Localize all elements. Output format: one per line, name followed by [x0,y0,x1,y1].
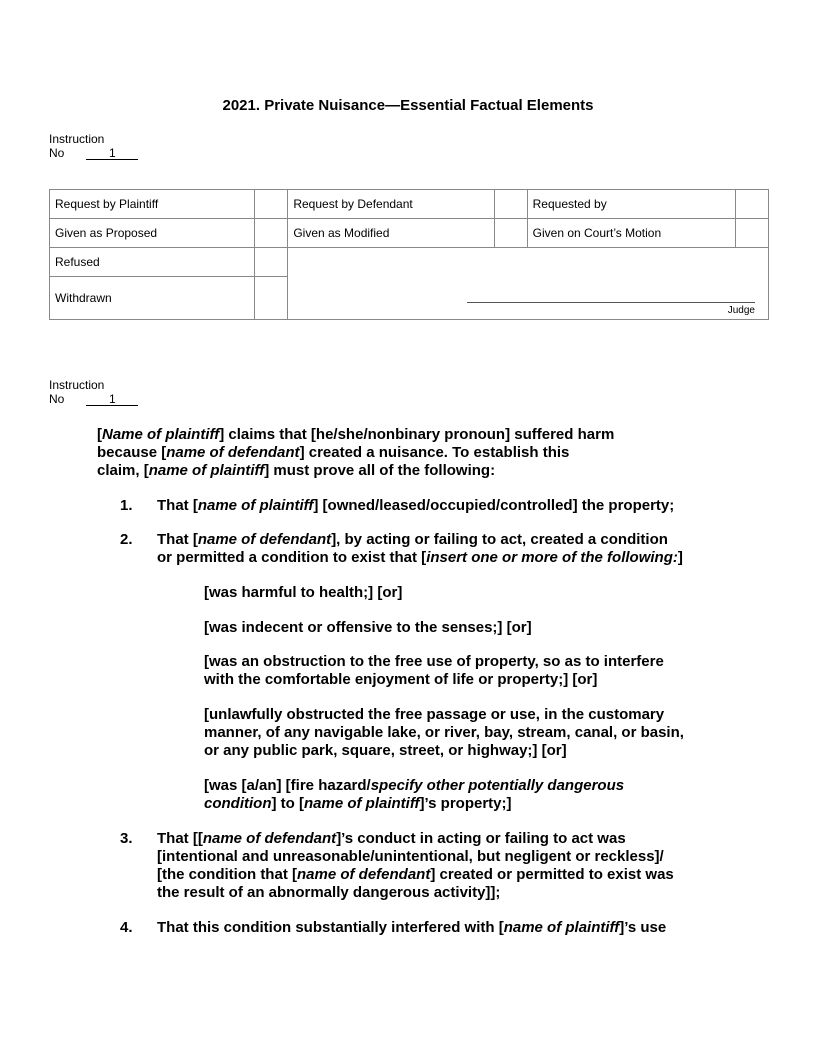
text-segment: ] to [ [271,795,304,812]
request-by-plaintiff-box[interactable] [255,190,288,219]
intro-paragraph [97,426,614,480]
request-by-defendant-box[interactable] [494,190,527,219]
refused-box[interactable] [255,248,288,277]
instruction-label: Instruction [49,132,105,146]
list-number: 3. [120,830,133,847]
placeholder-text: name of plaintiff [148,462,265,479]
text-segment: [the condition that [ [157,866,297,883]
text-segment: ] [677,549,683,566]
given-as-proposed-box[interactable] [255,219,288,248]
document-title: 2021. Private Nuisance—Essential Factual Elements [222,97,594,114]
text-segment: the result of an abnormally dangerous activity]]; [157,884,501,901]
text-segment: That [ [157,531,198,548]
text-line [157,884,674,902]
text-segment: manner, of any navigable lake, or river, bay, stream, canal, or basin, [204,724,684,741]
text-line [157,830,674,848]
text-line [157,919,666,937]
sub-option [204,777,624,813]
list-number: 1. [120,497,133,514]
no-label: No [49,392,65,406]
instruction-number-bottom [49,378,138,406]
text-segment: ] created a nuisance. To establish this [299,444,570,461]
text-segment: ] [owned/leased/occupied/controlled] the property; [313,497,675,514]
instruction-label: Instruction [49,378,105,392]
text-line [157,497,674,515]
text-line [97,426,614,444]
placeholder-text: name of defendant [166,444,300,461]
text-line [204,706,684,724]
text-line [204,777,624,795]
placeholder-text: name of plaintiff [303,795,420,812]
given-on-courts-motion-box[interactable] [736,219,769,248]
list-item [157,919,666,937]
text-line [204,584,402,602]
text-line [204,619,532,637]
text-segment: ] created or permitted to exist was [430,866,674,883]
placeholder-text: name of defendant [202,830,337,847]
instruction-number: 1 [86,147,138,160]
text-line [97,462,614,480]
given-on-courts-motion-label: Given on Court’s Motion [527,219,735,248]
request-by-defendant-label: Request by Defendant [288,190,494,219]
text-segment: [was harmful to health;] [or] [204,584,403,601]
sub-option [204,584,402,602]
text-segment: with the comfortable enjoyment of life or property;] [or] [204,671,598,688]
given-as-modified-box[interactable] [494,219,527,248]
list-number: 2. [120,531,133,548]
refused-label: Refused [50,248,255,277]
request-by-plaintiff-label: Request by Plaintiff [50,190,255,219]
instruction-number: 1 [86,393,138,406]
text-line [204,795,624,813]
sub-option [204,619,532,637]
text-line [204,724,684,742]
text-line [157,866,674,884]
instruction-number-top [49,132,138,160]
given-as-modified-label: Given as Modified [288,219,494,248]
text-segment: [was indecent or offensive to the senses;] [or] [204,619,532,636]
judge-label: Judge [727,305,755,316]
text-segment: That [ [157,497,198,514]
text-segment: ]’s conduct in acting or failing to act was [336,830,626,847]
requested-by-box[interactable] [736,190,769,219]
given-as-proposed-label: Given as Proposed [50,219,255,248]
placeholder-text: insert one or more of the following: [426,549,678,566]
text-segment: [intentional and unreasonable/unintentional, but negligent or reckless]/ [157,848,664,865]
text-segment: ], by acting or failing to act, created a condition [331,531,668,548]
judge-signature-line[interactable] [467,302,755,303]
placeholder-text: name of defendant [197,531,332,548]
placeholder-text: specify other potentially dangerous [370,777,625,794]
sub-option [204,653,664,689]
placeholder-text: name of plaintiff [197,497,314,514]
text-line [204,671,664,689]
text-segment: claim, [ [97,462,149,479]
judge-signature-area [288,248,769,320]
list-item [157,830,674,902]
text-segment: ] must prove all of the following: [264,462,496,479]
text-line [204,653,664,671]
text-segment: That [[ [157,830,203,847]
text-segment: because [ [97,444,167,461]
text-segment: or permitted a condition to exist that [ [157,549,427,566]
text-line [157,531,683,549]
placeholder-text: condition [204,795,272,812]
text-segment: ] claims that [he/she/nonbinary pronoun] suffered harm [219,426,615,443]
text-segment: [unlawfully obstructed the free passage or use, in the customary [204,706,665,723]
list-item [157,531,683,567]
withdrawn-box[interactable] [255,277,288,320]
text-segment: [ [97,426,102,443]
text-segment: or any public park, square, street, or highway;] [or] [204,742,567,759]
text-line [97,444,614,462]
text-segment: [was [a/an] [fire hazard/ [204,777,371,794]
placeholder-text: name of defendant [296,866,431,883]
placeholder-text: Name of plaintiff [102,426,220,443]
text-line [204,742,684,760]
no-label: No [49,146,65,160]
sub-option [204,706,684,760]
list-number: 4. [120,919,133,936]
list-item [157,497,674,515]
requested-by-label: Requested by [527,190,735,219]
text-segment: ]’s property;] [419,795,512,812]
text-line [157,549,683,567]
text-segment: ]’s use [619,919,667,936]
request-table [49,189,769,320]
placeholder-text: name of plaintiff [503,919,620,936]
withdrawn-label: Withdrawn [50,277,255,320]
text-segment: That this condition substantially interfered with [ [157,919,504,936]
text-line [157,848,674,866]
text-segment: [was an obstruction to the free use of property, so as to interfere [204,653,664,670]
